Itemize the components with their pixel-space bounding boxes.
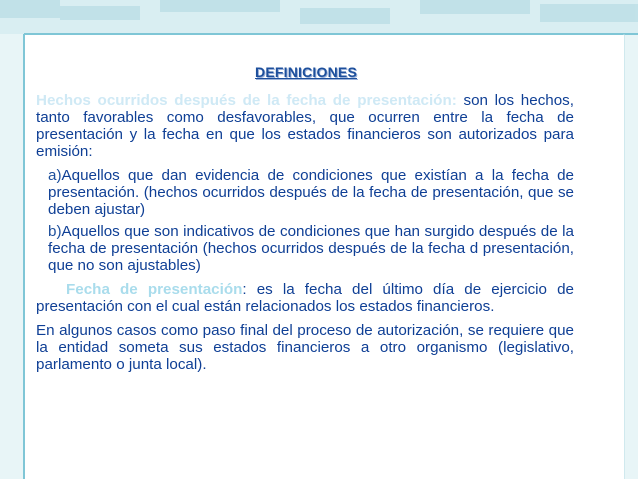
list-marker-b: b) bbox=[48, 223, 62, 240]
definition-paragraph-2 bbox=[36, 281, 574, 315]
list-item-a-text: Aquellos que dan evidencia de condiciones que existían a la fecha de presentación. (hechos ocurridos después de la fecha de presentación, que se deben ajustar) bbox=[48, 167, 574, 218]
slide-title: DEFINICIONES bbox=[255, 64, 357, 80]
definition-paragraph-1 bbox=[36, 92, 574, 160]
list-item-b bbox=[36, 223, 574, 274]
definition-paragraph-3: En algunos casos como paso final del proceso de autorización, se requiere que la entidad someta sus estados financieros a otro organismo (legislativo, parlamento o junta local). bbox=[36, 322, 574, 373]
slide-body bbox=[36, 92, 574, 373]
list-item-a bbox=[36, 167, 574, 218]
list-item-b-text: Aquellos que son indicativos de condiciones que han surgido después de la fecha de presentación (hechos ocurridos después de la fecha d presentación, que no son ajustables) bbox=[48, 223, 574, 274]
term-fecha-presentacion: Fecha de presentación bbox=[66, 281, 243, 298]
definition-text-2: : es la fecha del último día de ejercicio de presentación con el cual están relacionados los estados financieros. bbox=[36, 281, 574, 315]
list-marker-a: a) bbox=[48, 167, 62, 184]
term-hechos-ocurridos: Hechos ocurridos después de la fecha de presentación: bbox=[36, 92, 457, 109]
definition-text-1: son los hechos, tanto favorables como desfavorables, que ocurren entre la fecha de presentación y la fecha en que los estados financieros son autorizados para emisión: bbox=[36, 92, 574, 160]
